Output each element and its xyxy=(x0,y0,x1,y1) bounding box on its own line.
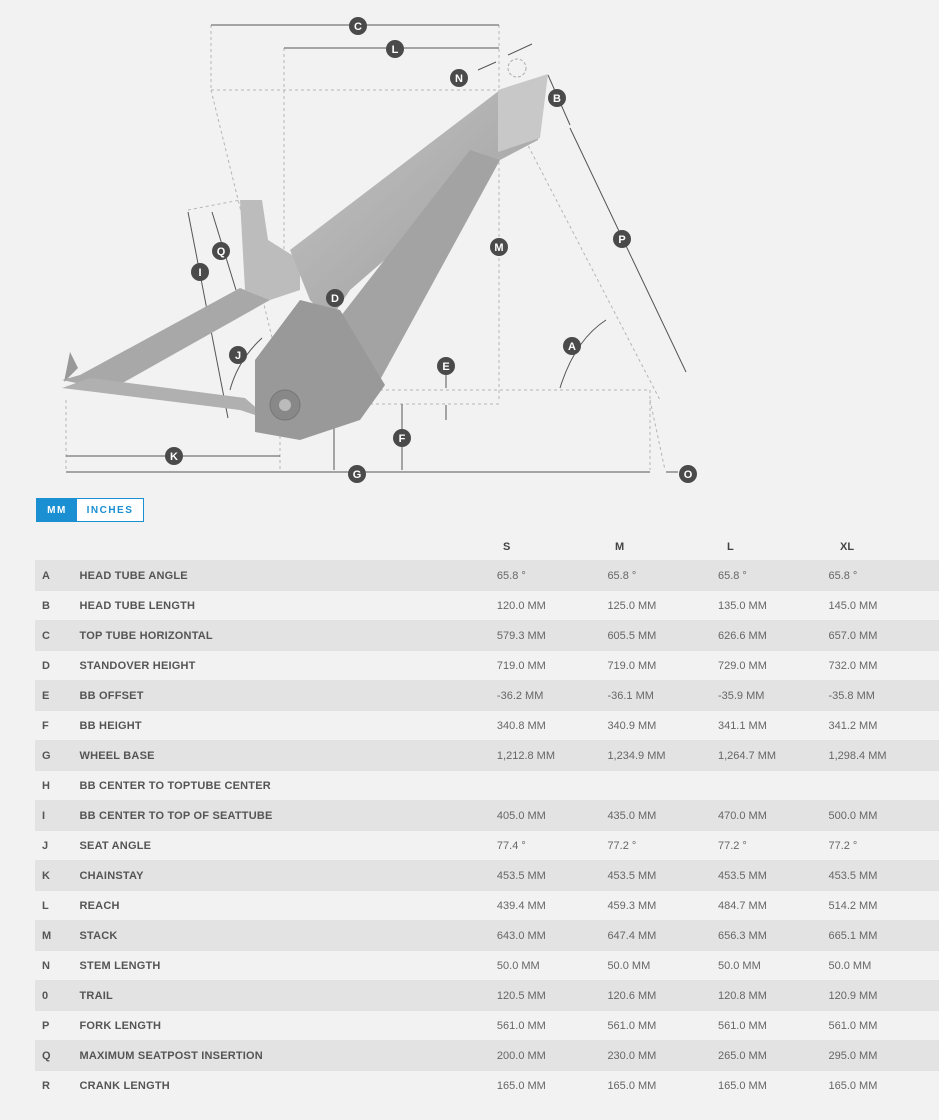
badge-l xyxy=(386,40,404,58)
mm-unit-button[interactable]: MM xyxy=(37,499,77,521)
row-value-m: 453.5 MM xyxy=(607,869,657,882)
row-value-xl: 500.0 MM xyxy=(828,809,878,822)
table-row xyxy=(35,1070,939,1100)
row-value-xl: 1,298.4 MM xyxy=(828,749,887,762)
row-value-l: 135.0 MM xyxy=(717,599,767,612)
row-measurement-name: MAXIMUM SEATPOST INSERTION xyxy=(79,1049,263,1062)
row-measurement-name: CHAINSTAY xyxy=(79,869,144,882)
row-value-s: 50.0 MM xyxy=(496,959,540,972)
row-measurement-name: WHEEL BASE xyxy=(79,749,155,762)
table-row xyxy=(35,710,939,740)
badge-a xyxy=(563,337,581,355)
row-value-m: 165.0 MM xyxy=(607,1079,657,1092)
row-measurement-name: STACK xyxy=(79,929,118,942)
badge-d xyxy=(326,289,344,307)
row-measurement-name: STEM LENGTH xyxy=(79,959,161,972)
table-row xyxy=(35,920,939,950)
svg-text:F: F xyxy=(398,433,406,445)
row-value-xl: -35.8 MM xyxy=(828,689,875,702)
table-row xyxy=(35,740,939,770)
table-row xyxy=(35,860,939,890)
row-value-s: -36.2 MM xyxy=(496,689,544,702)
row-letter: F xyxy=(42,719,49,732)
svg-text:D: D xyxy=(331,293,339,305)
row-value-s: 200.0 MM xyxy=(496,1049,546,1062)
row-value-l: 453.5 MM xyxy=(717,869,767,882)
row-value-s: 561.0 MM xyxy=(496,1019,546,1032)
row-measurement-name: REACH xyxy=(79,899,120,912)
svg-text:K: K xyxy=(170,451,178,463)
row-value-xl: 514.2 MM xyxy=(828,899,878,912)
badge-g xyxy=(348,465,366,483)
row-measurement-name: BB HEIGHT xyxy=(79,719,142,732)
row-value-s: 120.5 MM xyxy=(496,989,546,1002)
size-header-l: L xyxy=(727,541,734,553)
table-row xyxy=(35,560,939,590)
row-measurement-name: SEAT ANGLE xyxy=(79,839,152,852)
row-measurement-name: STANDOVER HEIGHT xyxy=(79,659,196,672)
row-value-l: 656.3 MM xyxy=(717,929,767,942)
badge-q xyxy=(212,242,230,260)
row-value-m: -36.1 MM xyxy=(607,689,654,702)
row-letter: 0 xyxy=(42,989,49,1002)
table-row xyxy=(35,1040,939,1070)
row-value-l: 265.0 MM xyxy=(717,1049,767,1062)
row-value-l: 77.2 ° xyxy=(717,839,747,852)
row-value-l: 1,264.7 MM xyxy=(717,749,777,762)
inches-unit-button[interactable]: INCHES xyxy=(77,499,143,521)
row-value-m: 230.0 MM xyxy=(607,1049,657,1062)
row-value-m: 719.0 MM xyxy=(607,659,657,672)
row-measurement-name: HEAD TUBE LENGTH xyxy=(79,599,196,612)
row-value-s: 405.0 MM xyxy=(496,809,546,822)
row-value-l: -35.9 MM xyxy=(717,689,765,702)
table-row xyxy=(35,770,939,800)
row-value-m: 605.5 MM xyxy=(607,629,657,642)
row-measurement-name: FORK LENGTH xyxy=(79,1019,162,1032)
size-header-m: M xyxy=(615,541,625,553)
badge-e xyxy=(437,357,455,375)
svg-text:M: M xyxy=(494,242,504,254)
table-row xyxy=(35,830,939,860)
row-value-xl: 665.1 MM xyxy=(828,929,878,942)
row-value-m: 647.4 MM xyxy=(607,929,657,942)
badge-c xyxy=(349,17,367,35)
row-value-m: 435.0 MM xyxy=(607,809,657,822)
row-letter: P xyxy=(42,1019,50,1032)
row-value-l: 50.0 MM xyxy=(717,959,761,972)
row-value-s: 439.4 MM xyxy=(496,899,546,912)
unit-toggle xyxy=(36,498,144,522)
row-value-xl: 145.0 MM xyxy=(828,599,878,612)
badge-p xyxy=(613,230,631,248)
row-value-xl: 65.8 ° xyxy=(828,569,858,582)
svg-text:J: J xyxy=(234,350,242,362)
row-letter: R xyxy=(42,1079,50,1092)
table-row xyxy=(35,620,939,650)
row-value-s: 340.8 MM xyxy=(496,719,546,732)
badge-o xyxy=(679,465,697,483)
badge-j xyxy=(229,346,247,364)
row-value-s: 453.5 MM xyxy=(496,869,546,882)
row-value-m: 561.0 MM xyxy=(607,1019,657,1032)
row-letter: A xyxy=(42,569,50,582)
row-letter: N xyxy=(42,959,50,972)
row-value-l: 165.0 MM xyxy=(717,1079,767,1092)
row-value-s: 643.0 MM xyxy=(496,929,546,942)
row-value-m: 125.0 MM xyxy=(607,599,657,612)
badge-f xyxy=(393,429,411,447)
row-letter: D xyxy=(42,659,50,672)
row-value-l: 484.7 MM xyxy=(717,899,767,912)
row-measurement-name: TOP TUBE HORIZONTAL xyxy=(79,629,213,642)
svg-text:N: N xyxy=(455,73,463,85)
row-measurement-name: BB CENTER TO TOP OF SEATTUBE xyxy=(79,809,273,822)
svg-text:A: A xyxy=(568,341,576,353)
row-value-xl: 77.2 ° xyxy=(828,839,858,852)
size-header-xl: XL xyxy=(840,541,855,553)
row-letter: E xyxy=(42,689,50,702)
row-value-s: 65.8 ° xyxy=(496,569,526,582)
row-value-xl: 561.0 MM xyxy=(828,1019,878,1032)
row-value-s: 719.0 MM xyxy=(496,659,546,672)
badge-i xyxy=(191,263,209,281)
table-row xyxy=(35,950,939,980)
row-value-s: 77.4 ° xyxy=(496,839,526,852)
row-value-m: 77.2 ° xyxy=(607,839,637,852)
svg-text:L: L xyxy=(391,44,399,56)
row-value-xl: 50.0 MM xyxy=(828,959,872,972)
row-value-s: 579.3 MM xyxy=(496,629,546,642)
row-value-l: 65.8 ° xyxy=(717,569,747,582)
geometry-table xyxy=(35,560,939,1100)
row-letter: L xyxy=(42,899,49,912)
row-letter: C xyxy=(42,629,50,642)
row-value-m: 50.0 MM xyxy=(607,959,651,972)
table-row xyxy=(35,890,939,920)
row-letter: B xyxy=(42,599,50,612)
row-value-m: 120.6 MM xyxy=(607,989,657,1002)
badge-k xyxy=(165,447,183,465)
badge-b xyxy=(548,89,566,107)
svg-text:Q: Q xyxy=(216,246,226,258)
bike-frame xyxy=(62,74,548,440)
row-value-l: 729.0 MM xyxy=(717,659,767,672)
svg-text:E: E xyxy=(442,361,450,373)
row-measurement-name: CRANK LENGTH xyxy=(79,1079,170,1092)
row-measurement-name: HEAD TUBE ANGLE xyxy=(79,569,188,582)
svg-text:C: C xyxy=(354,21,362,33)
row-value-xl: 165.0 MM xyxy=(828,1079,878,1092)
row-value-m: 340.9 MM xyxy=(607,719,657,732)
table-row xyxy=(35,650,939,680)
row-letter: I xyxy=(42,809,46,822)
row-value-l: 341.1 MM xyxy=(717,719,767,732)
row-value-m: 1,234.9 MM xyxy=(607,749,666,762)
row-letter: K xyxy=(42,869,50,882)
row-letter: G xyxy=(42,749,51,762)
table-row xyxy=(35,590,939,620)
row-letter: J xyxy=(42,839,49,852)
row-value-s: 1,212.8 MM xyxy=(496,749,556,762)
row-value-xl: 657.0 MM xyxy=(828,629,878,642)
row-measurement-name: BB OFFSET xyxy=(79,689,144,702)
row-letter: M xyxy=(42,929,52,942)
row-value-s: 120.0 MM xyxy=(496,599,546,612)
table-row xyxy=(35,800,939,830)
row-measurement-name: TRAIL xyxy=(79,989,113,1002)
row-letter: Q xyxy=(42,1049,51,1062)
row-letter: H xyxy=(42,779,50,792)
row-value-l: 120.8 MM xyxy=(717,989,767,1002)
badge-m xyxy=(490,238,508,256)
row-measurement-name: BB CENTER TO TOPTUBE CENTER xyxy=(79,779,271,792)
svg-text:P: P xyxy=(618,234,626,246)
row-value-l: 626.6 MM xyxy=(717,629,767,642)
row-value-xl: 295.0 MM xyxy=(828,1049,878,1062)
row-value-xl: 732.0 MM xyxy=(828,659,878,672)
row-value-l: 561.0 MM xyxy=(717,1019,767,1032)
row-value-s: 165.0 MM xyxy=(496,1079,546,1092)
size-header-s: S xyxy=(503,541,511,553)
row-value-m: 65.8 ° xyxy=(607,569,637,582)
table-row xyxy=(35,1010,939,1040)
row-value-xl: 453.5 MM xyxy=(828,869,878,882)
table-row xyxy=(35,980,939,1010)
svg-text:B: B xyxy=(553,93,561,105)
svg-text:G: G xyxy=(352,469,362,481)
row-value-xl: 341.2 MM xyxy=(828,719,878,732)
frame-geometry-diagram xyxy=(0,0,939,490)
svg-text:O: O xyxy=(683,469,693,481)
badge-n xyxy=(450,69,468,87)
row-value-xl: 120.9 MM xyxy=(828,989,878,1002)
svg-text:I: I xyxy=(198,267,202,279)
row-value-l: 470.0 MM xyxy=(717,809,767,822)
table-row xyxy=(35,680,939,710)
row-value-m: 459.3 MM xyxy=(607,899,657,912)
